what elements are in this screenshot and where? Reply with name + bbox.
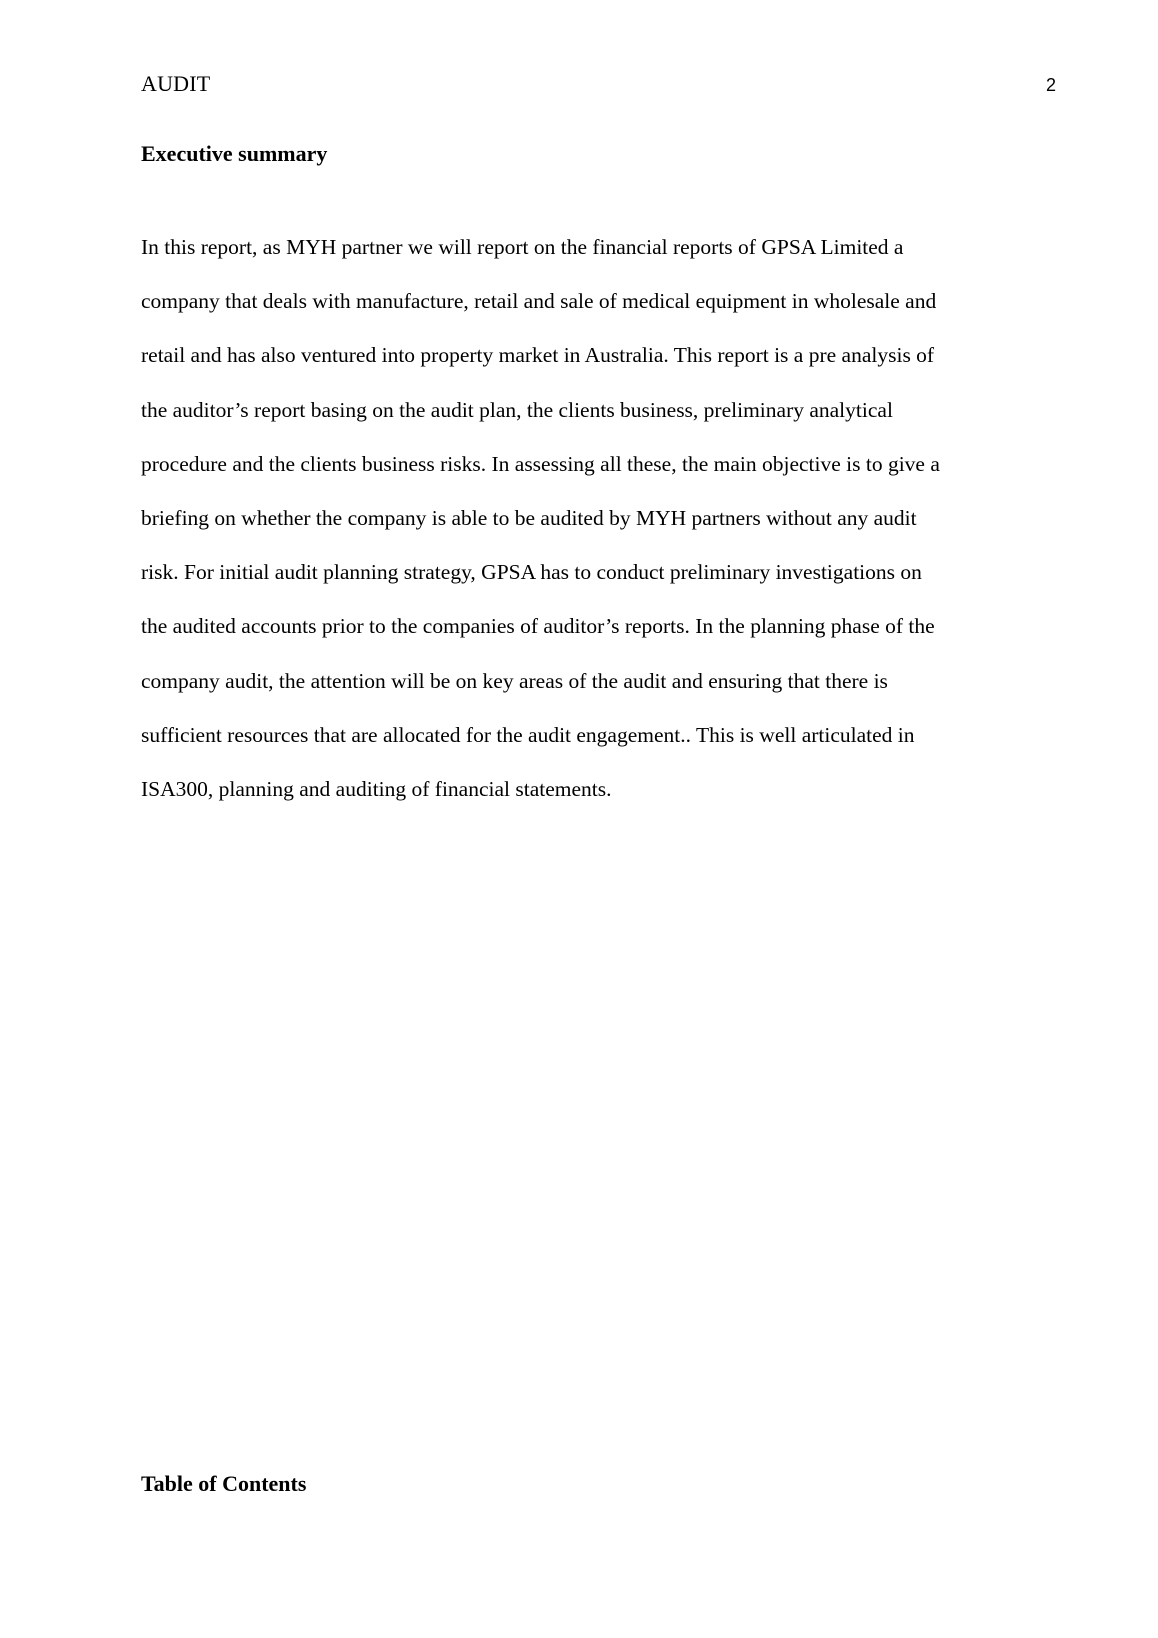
paragraph-line: sufficient resources that are allocated for the audit engagement.. This is well articulated in — [141, 722, 915, 747]
paragraph-line: the auditor’s report basing on the audit plan, the clients business, preliminary analytical — [141, 397, 893, 422]
paragraph-line: procedure and the clients business risks. In assessing all these, the main objective is to give a — [141, 451, 940, 476]
executive-summary-paragraph — [141, 220, 1021, 816]
paragraph-line: briefing on whether the company is able to be audited by MYH partners without any audit — [141, 506, 917, 531]
paragraph-line: company audit, the attention will be on key areas of the audit and ensuring that there is — [141, 668, 888, 693]
table-of-contents-heading: Table of Contents — [141, 1471, 307, 1496]
executive-summary-heading: Executive summary — [141, 141, 328, 166]
page-number: 2 — [1046, 75, 1057, 95]
paragraph-line: retail and has also ventured into property market in Australia. This report is a pre analysis of — [141, 343, 935, 368]
paragraph-line: the audited accounts prior to the companies of auditor’s reports. In the planning phase of the — [141, 614, 935, 639]
paragraph-line: company that deals with manufacture, retail and sale of medical equipment in wholesale and — [141, 289, 937, 314]
running-head: AUDIT — [141, 71, 211, 96]
paragraph-line: In this report, as MYH partner we will report on the financial reports of GPSA Limited a — [141, 235, 904, 259]
paragraph-line: ISA300, planning and auditing of financial statements. — [141, 777, 612, 802]
paragraph-line: risk. For initial audit planning strategy, GPSA has to conduct preliminary investigations on — [141, 560, 922, 585]
